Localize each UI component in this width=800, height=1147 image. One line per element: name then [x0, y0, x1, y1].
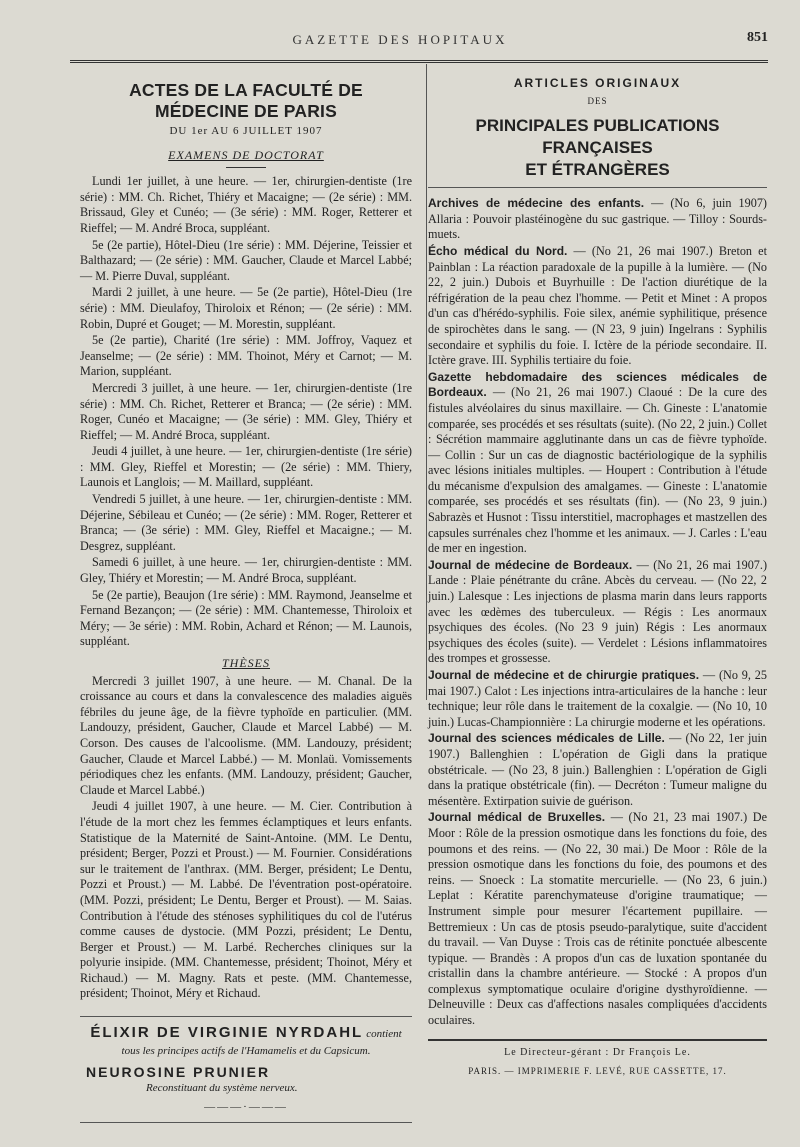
exam-paragraph: Mardi 2 juillet, à une heure. — 5e (2e partie), Hôtel-Dieu (1re série) : MM. Dieulafoy, Thiroloix et Rénon; — (2e série) : MM. Robin, Dupré et Gouget; — M. Morestin, suppléant.	[80, 285, 412, 331]
journal-entry	[428, 731, 767, 809]
column-separator	[426, 64, 427, 700]
top-rule	[70, 60, 768, 63]
theses-paragraph: Jeudi 4 juillet 1907, à une heure. — M. Cier. Contribution à l'étude de la mort chez les femmes éclamptiques et leurs enfants. Statistique de la Maternité de Saint-Antoine. (MM. Le Dentu, président; Berger, Pozzi et Proust.) — M. Fournier. Considérations sur le traitement de l'anthrax. (MM. Berger, président; Le Dentu, Pozzi et Proust.) — M. Labbé. De l'éventration post-opératoire. (MM. Pozzi, président; Le Dentu, Berger et Proust). — M. Saias. Contribution à l'étude des sténoses syphilitiques du col de l'utérus comme causes de dystocie. (MM Pozzi, président; Le Dentu, Berger et Proust.) — M. Larbé. Recherches cliniques sur la polyurie insipide. (MM. Chantemesse, président; Thoinot, Méry et Richaud.) — M. Magny. Rats et peste. (MM. Chantemesse, président; Thoinot, Méry et Richaud.	[80, 799, 412, 1001]
journal-text: — (No 22, 1er juin 1907.) Ballenghien : L'opération de Gigli dans la pratique obstétricale. — (No 23, 8 juin.) Ballenghien : L'opération de Gigli dans la pratique obstétricale (fin). — Decréton : Tumeur maligne du mésentère. Extirpation suivie de guérison.	[428, 731, 767, 808]
journal-name: Journal de médecine de Bordeaux.	[428, 557, 633, 572]
journal-name: Archives de médecine des enfants.	[428, 196, 645, 211]
examens-rule	[226, 167, 266, 168]
journal-name: Gazette hebdomadaire des sciences médicales de Bordeaux.	[428, 369, 767, 400]
advertisement	[80, 1016, 412, 1123]
exam-paragraph: Lundi 1er juillet, à une heure. — 1er, chirurgien-dentiste (1re série) : MM. Ch. Richet, Thiéry et Macaigne; — (2e série) : MM. Brissaud, Gley et Cunéo; — (3e série) : MM. Roger, Retterer et Rieffel; — M. André Broca, suppléant.	[80, 174, 412, 235]
examens-heading: EXAMENS DE DOCTORAT	[168, 147, 324, 162]
journal-text: — (No 21, 26 mai 1907.) Breton et Painblan : La réaction paradoxale de la pupille à la lumière. — (No 22, 2 juin.) Dubois et Buyrhuille : De l'action diurétique de la réfrigération de la peau chez l'homme. — Petit et Minet : A propos d'un cas d'hérédo-syphilis. Foie silex, anémie syphilitique, présence de spirochètes dans le sang. — (N 23, 9 juin) Ingelrans : Syphilis secondaire et syphilis du foie. I. Ictère de la période secondaire. II. Ictère grave. III. Syphilis tertiaire du foie.	[428, 243, 767, 368]
ornament-divider: ———·———	[204, 1101, 288, 1114]
journal-entry	[428, 668, 767, 730]
theses-heading: THÈSES	[222, 656, 270, 670]
publications-subtitle: ET ÉTRANGÈRES	[428, 159, 767, 188]
journal-text: — (No 6, juin 1907) Allaria : Pouvoir plastéinogène du suc gastrique. — Tilloy : Sourds-muets.	[428, 196, 767, 242]
ad-neurosine-text: Reconstituant du système nerveux.	[146, 1081, 298, 1094]
ad-neurosine-title: NEUROSINE PRUNIER	[86, 1064, 271, 1081]
articles-kicker: ARTICLES ORIGINAUX	[513, 76, 682, 90]
journal-text: — (No 21, 26 mai 1907.) Lande : Plaie pénétrante du crâne. Abcès du cerveau. — (No 22, 2 juin.) Lalesque : Les injections de plasma marin dans leurs rapports avec les œdèmes des tuberculeux. — Régis : Les anormaux psychiques des écoles. (No 23 9 juin) Régis : Les anormaux psychiques des écoles (suite). — Verdelet : Lésions inflammatoires des trompes et grossesse.	[428, 557, 767, 666]
journal-entry	[428, 810, 767, 1028]
ad-elixir-title: ÉLIXIR DE VIRGINIE NYRDAHL	[90, 1024, 364, 1042]
exam-paragraph: Vendredi 5 juillet, à une heure. — 1er, chirurgien-dentiste : MM. Déjerine, Sébileau et Cunéo; — (2e série) : MM. Roger, Retterer et Branca; — (3e série) : MM. Gley, Rieffel et Macaigne.; — M. Desgrez, suppléant.	[80, 492, 412, 553]
footer-director: Le Directeur-gérant : Dr François Le.	[504, 1046, 691, 1058]
right-column	[428, 70, 767, 1080]
running-header: GAZETTE DES HOPITAUX	[292, 32, 508, 47]
exam-paragraph: Samedi 6 juillet, à une heure. — 1er, chirurgien-dentiste : MM. Gley, Thiéry et Morestin; — M. André Broca, suppléant.	[80, 555, 412, 586]
journal-name: Journal médical de Bruxelles.	[428, 810, 606, 825]
left-section-dates: DU 1er AU 6 JUILLET 1907	[169, 125, 323, 137]
articles-kicker-des: DES	[587, 95, 608, 106]
journal-text: — (No 21, 23 mai 1907.) De Moor : Rôle de la pression osmotique dans les fonctions du foie, des poumons et des reins. — (No 22, 30 mai.) De Moor : Rôle de la pression osmotique dans les fonctions du foie, des poumons et des reins. — Snoeck : La stomatite mercurielle. — (No 23, 6 juin.) Leplat : Kératite parenchymateuse d'origine traumatique; — Instrument simple pour mesurer l'écartement pupillaire. — Bettremieux : Un cas de ptosis pseudo-paralytique, suite d'accident du travail. — Van Duyse : Trois cas de rétinite ponctuée albescente typique. — Brandès : A propos d'un cas de luxation spontanée du cristallin dans la chambre antérieure. — Stocké : A propos d'un complexus symptomatique oculaire d'origine dysthyroïdienne. — Delneuville : Deux cas d'affections nasales compliquées d'accidents oculaires.	[428, 810, 767, 1028]
exam-paragraph: 5e (2e partie), Hôtel-Dieu (1re série) : MM. Déjerine, Teissier et Balthazard; — (2e série) : MM. Gaucher, Claude et Marcel Labbé; — M. Pierre Duval, suppléant.	[80, 237, 412, 283]
journal-entry	[428, 370, 767, 557]
exam-paragraph: 5e (2e partie), Charité (1re série) : MM. Joffroy, Vaquez et Jeanselme; — (2e série) : MM. Thoinot, Méry et Carnot; — M. Marion, suppléant.	[80, 333, 412, 379]
page-number: 851	[747, 30, 768, 45]
journal-text: — (No 9, 25 mai 1907.) Calot : Les injections intra-articulaires de la hanche : leur technique; leur rôle dans le traitement de la coxalgie. — (No 10, 10 juin.) Lucas-Championnière : La chirurgie moderne et les opérations.	[428, 668, 767, 729]
theses-paragraph: Mercredi 3 juillet 1907, à une heure. — M. Chanal. De la croissance au cours et dans la convalescence des maladies aiguës fébriles du jeune âge, de la fièvre typhoïde en particulier. (MM. Landouzy, président, Gaucher, Claude et Marcel Labbé) — M. Corson. Des causes de l'alcoolisme. (MM. Landouzy, président; Gaucher, Claude et Marcel Labbé.) — M. Monlaü. Vomissements périodiques chez les enfants. (MM. Landouzy, président; Gaucher, Claude et Marcel Labbé.)	[80, 673, 412, 797]
journal-entry	[428, 244, 767, 369]
journal-entry	[428, 558, 767, 667]
footer-printer: PARIS. — IMPRIMERIE F. LEVÉ, RUE CASSETTE, 17.	[468, 1066, 727, 1077]
exam-paragraph: 5e (2e partie), Beaujon (1re série) : MM. Raymond, Jeanselme et Fernand Bezançon; — (2e série) : MM. Chantemesse, Thiroloix et Méry; — 3e série) : MM. Robin, Achard et Rénon; — M. Launois, suppléant.	[80, 587, 412, 649]
exam-paragraph: Jeudi 4 juillet, à une heure. — 1er, chirurgien-dentiste (1re série) : MM. Gley, Rieffel et Morestin; — (2e série) : MM. Thiery, Launois et Langlois; — M. Maillard, suppléant.	[80, 444, 412, 490]
exam-paragraph: Mercredi 3 juillet, à une heure. — 1er, chirurgien-dentiste (1re série) : MM. Ch. Richet, Retterer et Branca; — (2e série) : MM. Roger, Cunéo et Macaigne; — (3e série) : MM. Gley, Thiéry et Rieffel; — M. André Broca, suppléant.	[80, 380, 412, 442]
journal-entry	[428, 196, 767, 243]
journal-name: Écho médical du Nord.	[428, 243, 568, 258]
journal-text: — (No 21, 26 mai 1907.) Claoué : De la cure des fistules alvéolaires du sinus maxillaire. — Ch. Gineste : L'anatomie comparée, ses procédés et ses résultats (suite). (No 22, 2 juin.) Collet : Sécrétion mammaire agglutinante dans un cas de fièvre typhoïde. — Collin : Sur un cas de diagnostic bactériologique de la syphilis avec lésions initiales multiples. — Houpert : Contribution à l'étude du mécanisme d'expulsion des amalgames. — Gineste : L'anatomie comparée, ses procédés et ses résultats (fin). — (No 23, 9 juin.) Sabrazès et Husnot : Tissu interstitiel, macrophages et mastzellen des capsules surrénales chez l'homme et les animaux. — J. Carles : L'eau de mer en ingestion.	[428, 385, 767, 556]
ad-elixir-text: contient tous les principes actifs de l'Hamamelis et du Capsicum.	[121, 1028, 402, 1057]
publications-title: PRINCIPALES PUBLICATIONS FRANÇAISES	[475, 116, 720, 158]
footer-rule	[428, 1039, 767, 1041]
left-section-title: ACTES DE LA FACULTÉ DE MÉDECINE DE PARIS	[129, 80, 363, 121]
journal-name: Journal de médecine et de chirurgie pratiques.	[428, 668, 700, 682]
journal-name: Journal des sciences médicales de Lille.	[428, 731, 665, 746]
left-column	[80, 70, 412, 1123]
